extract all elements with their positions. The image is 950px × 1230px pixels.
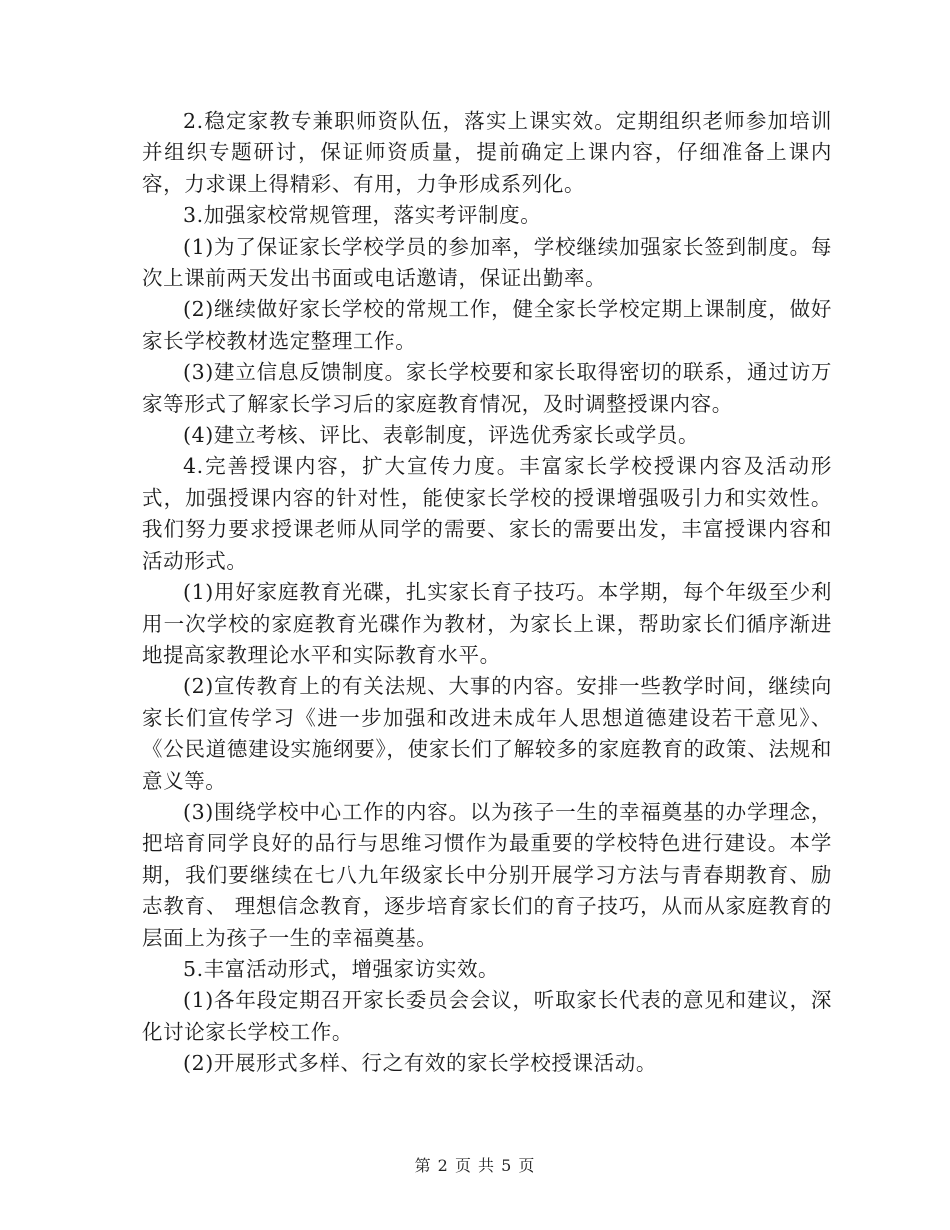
paragraph-teacher-team: 2.稳定家教专兼职师资队伍，落实上课实效。定期组织老师参加培训并组织专题研讨，保证师资质量，提前确定上课内容，仔细准备上课内容，力求课上得精彩、有用，力争形成系列化。 xyxy=(142,109,832,196)
paragraph-routine-work: (2)继续做好家长学校的常规工作，健全家长学校定期上课制度，做好家长学校教材选定整理工作。 xyxy=(142,297,832,353)
paragraph-course-content: 4.完善授课内容，扩大宣传力度。丰富家长学校授课内容及活动形式，加强授课内容的针对性，能使家长学校的授课增强吸引力和实效性。我们努力要求授课老师从同学的需要、家长的需要出发，丰富授课内容和活动形式。 xyxy=(142,454,832,573)
paragraph-assessment-system: (4)建立考核、评比、表彰制度，评选优秀家长或学员。 xyxy=(183,423,700,448)
paragraph-activity-forms: 5.丰富活动形式，增强家访实效。 xyxy=(183,956,500,981)
paragraph-school-center-work: (3)围绕学校中心工作的内容。以为孩子一生的幸福奠基的办学理念，把培育同学良好的品行与思维习惯作为最重要的学校特色进行建设。本学期，我们要继续在七八九年级家长中分别开展学习方法与青春期教育、励志教育、 理想信念教育，逐步培育家长们的育子技巧，从而从家庭教育的层面上为孩子一生的幸福奠基。 xyxy=(142,799,832,950)
paragraph-routine-management: 3.加强家校常规管理，落实考评制度。 xyxy=(183,203,542,228)
page-number-footer: 第 2 页 共 5 页 xyxy=(414,1156,536,1175)
paragraph-signin-system: (1)为了保证家长学校学员的参加率，学校继续加强家长签到制度。每次上课前两天发出书面或电话邀请，保证出勤率。 xyxy=(142,234,832,291)
paragraph-laws-publicity: (2)宣传教育上的有关法规、大事的内容。安排一些教学时间，继续向家长们宣传学习《进一步加强和改进未成年人思想道德建设若干意见》、《公民道德建设实施纲要》，使家长们了解较多的家庭教育的政策、法规和意义等。 xyxy=(142,674,832,793)
paragraph-teaching-activities: (2)开展形式多样、行之有效的家长学校授课活动。 xyxy=(183,1051,657,1076)
paragraph-parent-committee: (1)各年段定期召开家长委员会会议，听取家长代表的意见和建议，深化讨论家长学校工作。 xyxy=(142,988,832,1044)
paragraph-feedback-system: (3)建立信息反馈制度。家长学校要和家长取得密切的联系，通过访万家等形式了解家长学习后的家庭教育情况，及时调整授课内容。 xyxy=(142,360,832,416)
paragraph-education-disc: (1)用好家庭教育光碟，扎实家长育子技巧。本学期，每个年级至少利用一次学校的家庭教育光碟作为教材，为家长上课，帮助家长们循序渐进地提高家教理论水平和实际教育水平。 xyxy=(142,580,832,667)
document-body xyxy=(142,106,832,1080)
